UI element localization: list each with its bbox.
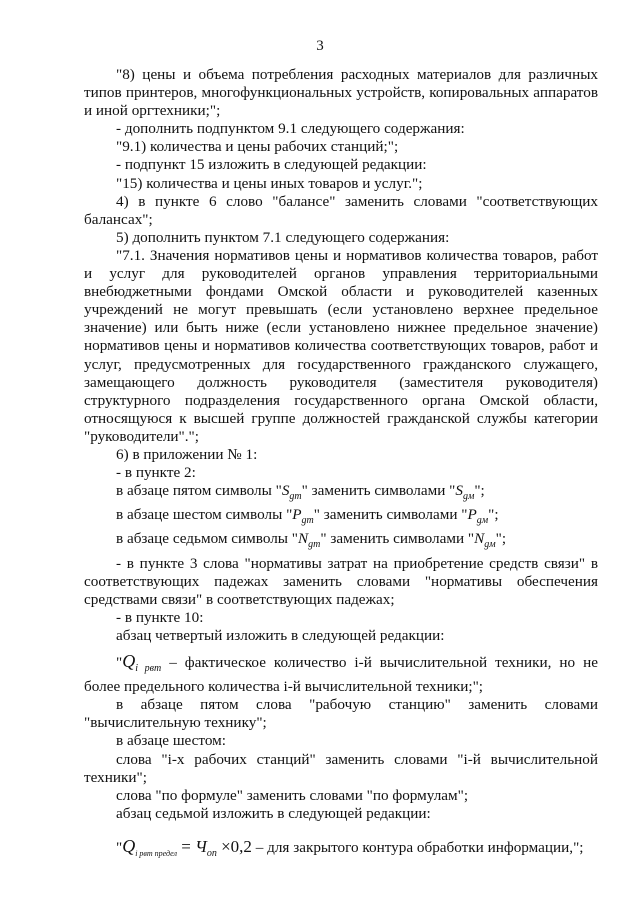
formula-symbol: Ч [195, 836, 207, 856]
symbol-replacement-line [84, 530, 598, 554]
paragraph: "9.1) количества и цены рабочих станций;"; [116, 138, 399, 156]
formula-symbol: Q [122, 651, 136, 671]
text: " заменить символами " [320, 530, 475, 548]
paragraph: 5) дополнить пунктом 7.1 следующего содержания: [116, 228, 450, 246]
formula-multiplier: ×0,2 [216, 836, 252, 856]
formula-subscript: i рвт предел [135, 848, 178, 858]
paragraph: абзац четвертый изложить в следующей редакции: [116, 626, 445, 644]
spacer [84, 645, 598, 652]
paragraph: "8) цены и объема потребления расходных материалов для различных типов принтеров, многофункциональных устройств, копировальных аппаратов и иной оргтехники;"; [84, 66, 598, 120]
paragraph: слова "по формуле" заменить словами "по формулам"; [116, 786, 469, 804]
page-number: 3 [316, 38, 324, 54]
text: "; [488, 506, 499, 524]
paragraph: в абзаце пятом слова "рабочую станцию" заменить словами "вычислительную технику"; [84, 696, 598, 732]
text: в абзаце шестом символы " [116, 506, 293, 524]
symbol: S [455, 482, 463, 500]
symbol-subscript: gm [301, 515, 314, 527]
paragraph: - подпункт 15 изложить в следующей редакции: [116, 156, 427, 174]
paragraph: слова "i-х рабочих станций" заменить словами "i-й вычислительной техники"; [84, 750, 598, 786]
symbol-replacement-line [84, 482, 598, 506]
quote: " [116, 654, 123, 671]
paragraph: 4) в пункте 6 слово "балансе" заменить словами "соответствующих балансах"; [84, 192, 598, 228]
formula-definition [84, 652, 598, 696]
formula-symbol: Q [122, 835, 136, 856]
paragraph: 6) в приложении № 1: [116, 445, 258, 463]
text: в абзаце пятом символы " [116, 482, 282, 500]
text: "; [495, 530, 507, 548]
symbol-subscript: gm [289, 491, 302, 503]
symbol-replacement-line [84, 506, 598, 530]
paragraph: в абзаце шестом: [116, 732, 226, 750]
formula-subscript: i рвт [135, 663, 162, 675]
text: " заменить символами " [313, 506, 468, 524]
text: " заменить символами " [301, 482, 456, 500]
paragraph: - дополнить подпунктом 9.1 следующего содержания: [116, 120, 465, 138]
symbol: N [298, 530, 309, 548]
quote: " [116, 838, 123, 856]
symbol: S [281, 482, 290, 500]
symbol: P [467, 506, 477, 524]
document-body [84, 66, 598, 863]
formula-subscript: оп [206, 847, 217, 859]
paragraph: "7.1. Значения нормативов цены и нормативов количества товаров, работ и услуг для руководителей органов управления территориальными внебюджетными фондами Омской области и руководителей казенных учреждений не могут превышать (если установлено верхнее предельное значение) или быть ниже (если установлено нижнее предельное значение) нормативов цены и нормативов количества соответствующих товаров, работ и услуг, предусмотренных для государственного гражданского служащего, замещающего должность руководителя (заместителя руководителя) структурного подразделения государственного органа Омской области, относящуюся к высшей группе должностей гражданской службы категории "руководители"."; [84, 246, 598, 445]
paragraph: - в пункте 10: [116, 608, 204, 626]
symbol-subscript: gм [484, 539, 496, 551]
paragraph: - в пункте 2: [116, 464, 196, 482]
text: – для закрытого контура обработки информации,"; [251, 838, 584, 856]
text: – фактическое количество i-й вычислительной техники, но не более предельного количества i-й вычислительной техники;"; [84, 654, 598, 696]
symbol: N [474, 530, 485, 548]
paragraph: абзац седьмой изложить в следующей редакции: [116, 804, 431, 822]
symbol-subscript: gм [462, 491, 475, 503]
equals-sign: = [177, 836, 196, 856]
paragraph: "15) количества и цены иных товаров и услуг."; [116, 174, 423, 192]
symbol-subscript: gm [308, 539, 321, 551]
symbol-subscript: gм [476, 515, 489, 527]
formula-line [84, 837, 598, 863]
symbol: P [292, 506, 302, 524]
paragraph: - в пункте 3 слова "нормативы затрат на приобретение средств связи" в соответствующих падежах заменить словами "нормативы обеспечения средствами связи" в соответствующих падежах; [84, 554, 598, 608]
text: "; [474, 482, 485, 500]
spacer [84, 823, 598, 837]
text: в абзаце седьмом символы " [116, 530, 299, 548]
